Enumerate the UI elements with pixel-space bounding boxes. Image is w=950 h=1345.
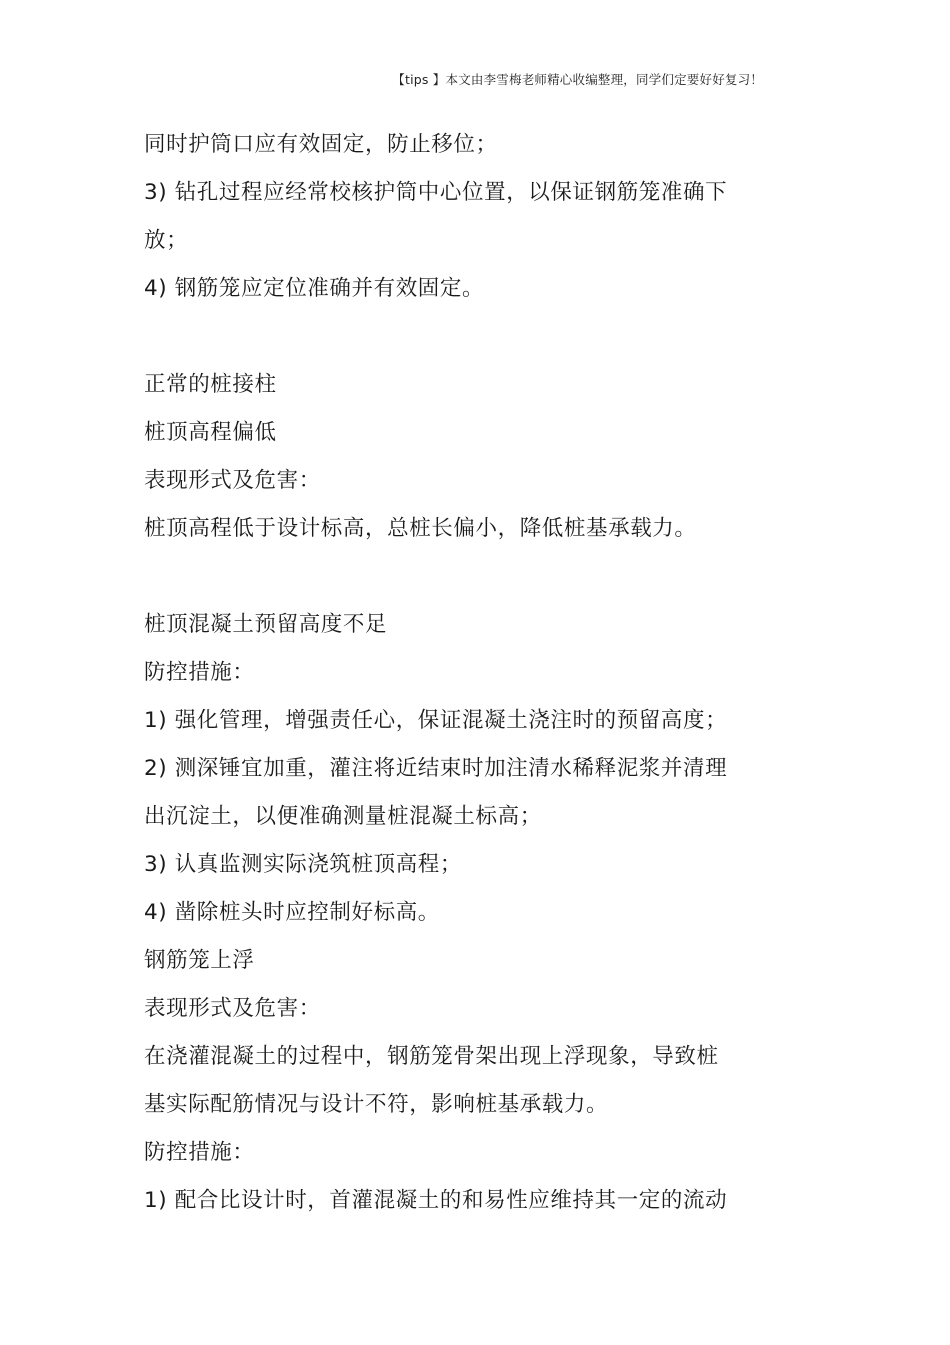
text-line: 在浇灌混凝土的过程中，钢筋笼骨架出现上浮现象，导致桩	[144, 1044, 719, 1069]
section-heading: 正常的桩接柱	[144, 372, 277, 397]
text-line: 1) 配合比设计时，首灌混凝土的和易性应维持其一定的流动	[144, 1188, 728, 1213]
text-line: 防控措施：	[144, 660, 255, 685]
text-line: 4) 钢筋笼应定位准确并有效固定。	[144, 276, 485, 301]
section-heading: 桩顶高程偏低	[144, 420, 277, 445]
text-line: 桩顶高程低于设计标高，总桩长偏小，降低桩基承载力。	[144, 516, 697, 541]
text-line: 1) 强化管理，增强责任心，保证混凝土浇注时的预留高度；	[144, 708, 728, 733]
text-line: 表现形式及危害：	[144, 996, 321, 1021]
text-line: 3) 钻孔过程应经常校核护筒中心位置，以保证钢筋笼准确下	[144, 180, 728, 205]
text-line: 基实际配筋情况与设计不符，影响桩基承载力。	[144, 1092, 609, 1117]
document-body	[144, 128, 764, 1232]
text-line: 表现形式及危害：	[144, 468, 321, 493]
section-heading: 钢筋笼上浮	[144, 948, 255, 973]
section-heading: 桩顶混凝土预留高度不足	[144, 612, 388, 637]
blank-line	[144, 560, 764, 608]
header-tips-note: 【tips 】本文由李雪梅老师精心收编整理，同学们定要好好复习！	[392, 72, 763, 87]
text-line: 4) 凿除桩头时应控制好标高。	[144, 900, 440, 925]
text-line: 防控措施：	[144, 1140, 255, 1165]
blank-line	[144, 320, 764, 368]
text-line: 同时护筒口应有效固定，防止移位；	[144, 132, 498, 157]
text-line: 3) 认真监测实际浇筑桩顶高程；	[144, 852, 463, 877]
text-line: 出沉淀土，以便准确测量桩混凝土标高；	[144, 804, 542, 829]
text-line: 2) 测深锤宜加重，灌注将近结束时加注清水稀释泥浆并清理	[144, 756, 728, 781]
text-line: 放；	[144, 228, 189, 253]
